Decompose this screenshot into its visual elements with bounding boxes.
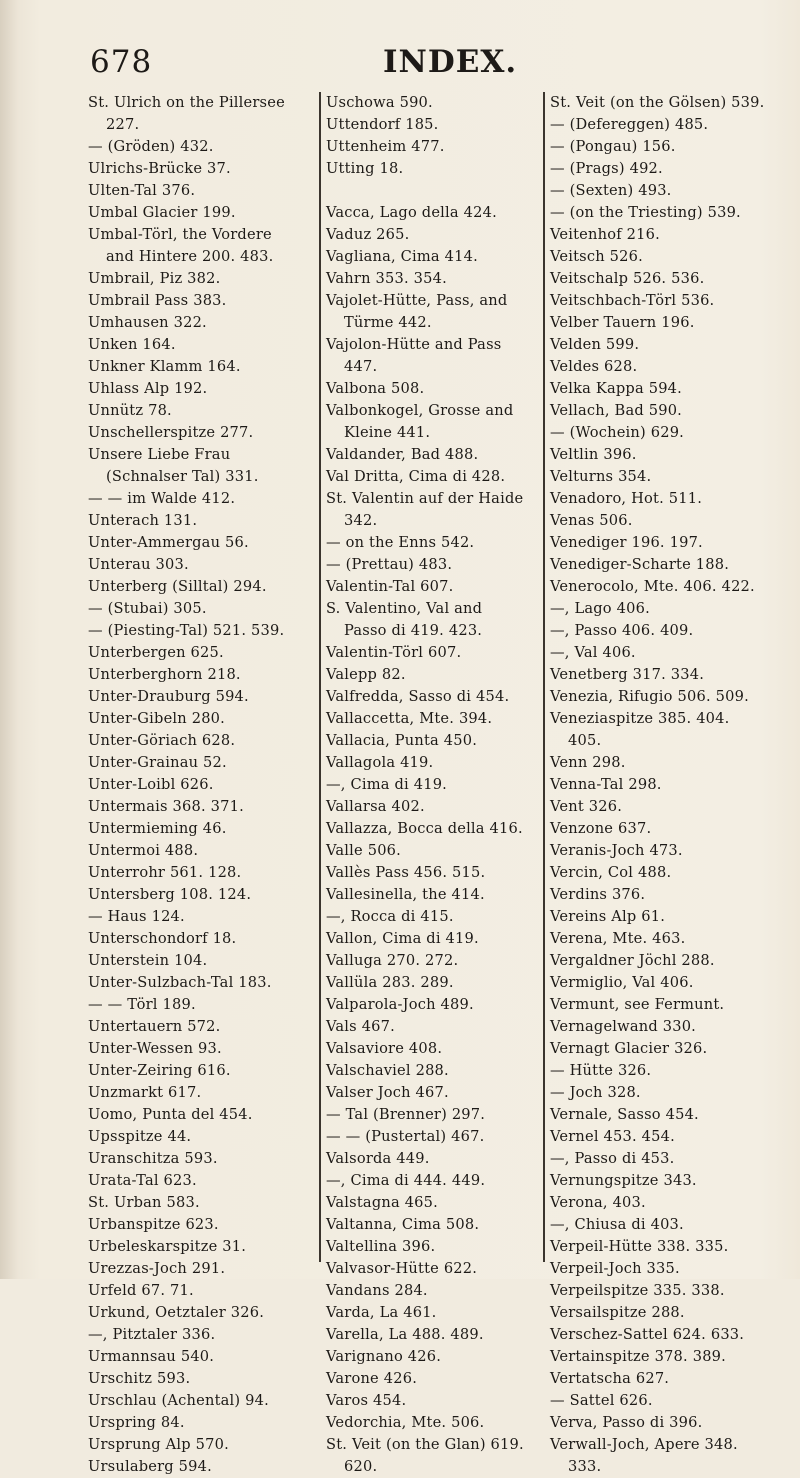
index-entry: Veldes 628. (550, 358, 638, 375)
index-entry: Unter-Zeiring 616. (88, 1062, 231, 1079)
index-entry: Vallacia, Punta 450. (326, 732, 478, 749)
index-entry: Venn 298. (550, 754, 626, 771)
index-entry: Urata-Tal 623. (88, 1172, 197, 1189)
index-entry: Uranschitza 593. (88, 1150, 218, 1167)
page-number: 678 (90, 44, 153, 80)
index-entry: Valparola-Joch 489. (326, 996, 474, 1013)
index-entry: Umhausen 322. (88, 314, 207, 331)
index-entry: Valschaviel 288. (326, 1062, 449, 1079)
index-entry: Uttenheim 477. (326, 138, 445, 155)
index-entry: 342. (344, 512, 378, 529)
index-entry: Valstagna 465. (326, 1194, 438, 1211)
index-entry: — (Prettau) 483. (326, 556, 453, 573)
index-entry: —, Rocca di 415. (326, 908, 454, 925)
index-entry: Vent 326. (550, 798, 623, 815)
index-entry: Ulten-Tal 376. (88, 182, 196, 199)
index-entry: Valser Joch 467. (326, 1084, 449, 1101)
index-entry: Valentin-Törl 607. (326, 644, 462, 661)
index-entry: Vallüla 283. 289. (326, 974, 454, 991)
index-entry: Venetberg 317. 334. (550, 666, 705, 683)
index-column-2 (319, 92, 543, 1475)
index-entry: Vallarsa 402. (326, 798, 425, 815)
index-entry: Vereins Alp 61. (550, 908, 666, 925)
index-entry: Vernagt Glacier 326. (550, 1040, 708, 1057)
index-entry: Verva, Passo di 396. (550, 1414, 703, 1431)
index-entry: Val Dritta, Cima di 428. (326, 468, 506, 485)
index-entry: Valepp 82. (326, 666, 406, 683)
index-column-3 (543, 92, 794, 1475)
index-entry: Unterbergen 625. (88, 644, 224, 661)
index-entry: — (Defereggen) 485. (550, 116, 709, 133)
index-entry: Unterstein 104. (88, 952, 208, 969)
index-entry: Unter-Sulzbach-Tal 183. (88, 974, 272, 991)
index-entry: Veitenhof 216. (550, 226, 660, 243)
index-entry: Verona, 403. (550, 1194, 646, 1211)
index-entry: Unkner Klamm 164. (88, 358, 241, 375)
index-entry: St. Valentin auf der Haide (326, 490, 524, 507)
index-entry: Verena, Mte. 463. (550, 930, 686, 947)
index-entry: Unter-Loibl 626. (88, 776, 214, 793)
index-entry: Unterberg (Silltal) 294. (88, 578, 267, 595)
index-entry: Unterschondorf 18. (88, 930, 237, 947)
index-entry: — on the Enns 542. (326, 534, 475, 551)
index-entry: Unter-Grainau 52. (88, 754, 227, 771)
index-entry: Varos 454. (326, 1392, 407, 1409)
index-entry: Velka Kappa 594. (550, 380, 683, 397)
index-entry: Vernale, Sasso 454. (550, 1106, 699, 1123)
index-entry: Varignano 426. (326, 1348, 442, 1365)
index-entry: Veitsch 526. (550, 248, 643, 265)
index-entry: Valfredda, Sasso di 454. (326, 688, 510, 705)
index-entry: Ursprung Alp 570. (88, 1436, 229, 1453)
index-entry: — Haus 124. (88, 908, 185, 925)
index-entry: Umbrail Pass 383. (88, 292, 227, 309)
index-entry: Unnütz 78. (88, 402, 172, 419)
index-entry: Varella, La 488. 489. (326, 1326, 484, 1343)
index-entry: — (Prags) 492. (550, 160, 663, 177)
index-entry: Vertatscha 627. (550, 1370, 670, 1387)
index-entry: Untermieming 46. (88, 820, 227, 837)
index-entry: Varone 426. (326, 1370, 418, 1387)
index-entry: —, Val 406. (550, 644, 636, 661)
index-entry: —, Pitztaler 336. (88, 1326, 216, 1343)
index-entry: Verdins 376. (550, 886, 646, 903)
index-entry: and Hintere 200. 483. (106, 248, 274, 265)
index-entry: Vermiglio, Val 406. (550, 974, 694, 991)
index-entry: Urspring 84. (88, 1414, 185, 1431)
index-column-1 (88, 92, 313, 1475)
index-entry: Vals 467. (326, 1018, 395, 1035)
index-entry (326, 180, 543, 202)
index-entry: Untersberg 108. 124. (88, 886, 252, 903)
index-entry: S. Valentino, Val and (326, 600, 483, 617)
index-entry: — (Gröden) 432. (88, 138, 214, 155)
index-entry: Varda, La 461. (326, 1304, 437, 1321)
index-entry: — (Piesting-Tal) 521. 539. (88, 622, 285, 639)
index-entry: — (Sexten) 493. (550, 182, 672, 199)
index-entry: Untertauern 572. (88, 1018, 221, 1035)
index-entry: — — im Walde 412. (88, 490, 236, 507)
index-entry: Valtanna, Cima 508. (326, 1216, 480, 1233)
index-entry: Veranis-Joch 473. (550, 842, 683, 859)
index-entry: Utting 18. (326, 160, 404, 177)
index-entry: Verpeilspitze 335. 338. (550, 1282, 725, 1299)
index-entry: Vernel 453. 454. (550, 1128, 675, 1145)
index-entry: Unterau 303. (88, 556, 189, 573)
index-entry: 227. (106, 116, 140, 133)
index-entry: —, Cima di 419. (326, 776, 448, 793)
index-entry: 620. (344, 1458, 378, 1475)
index-entry: Unter-Drauburg 594. (88, 688, 249, 705)
index-entry: Vandans 284. (326, 1282, 428, 1299)
index-entry: Verpeil-Joch 335. (550, 1260, 680, 1277)
index-entry: Umbal-Törl, the Vordere (88, 226, 272, 243)
index-entry: Vacca, Lago della 424. (326, 204, 497, 221)
index-entry: Valsorda 449. (326, 1150, 430, 1167)
index-entry: Veneziaspitze 385. 404. (550, 710, 730, 727)
index-entry: Valluga 270. 272. (326, 952, 459, 969)
index-entry: Valvasor-Hütte 622. (326, 1260, 478, 1277)
index-entry: —, Passo di 453. (550, 1150, 675, 1167)
index-entry: 447. (344, 358, 378, 375)
index-entry: — (Pongau) 156. (550, 138, 676, 155)
index-entry: — — Törl 189. (88, 996, 196, 1013)
index-entry: Valentin-Tal 607. (326, 578, 454, 595)
index-entry: Valle 506. (326, 842, 402, 859)
index-entry: Türme 442. (344, 314, 432, 331)
index-entry: Urbeleskarspitze 31. (88, 1238, 247, 1255)
index-entry: Ursulaberg 594. (88, 1458, 212, 1475)
index-entry: Uhlass Alp 192. (88, 380, 208, 397)
index-entry: Versailspitze 288. (550, 1304, 685, 1321)
index-entry: Vernagelwand 330. (550, 1018, 697, 1035)
index-entry: Velturns 354. (550, 468, 652, 485)
index-entry: Valdander, Bad 488. (326, 446, 479, 463)
index-entry: Urbanspitze 623. (88, 1216, 219, 1233)
index-entry: Unter-Göriach 628. (88, 732, 236, 749)
index-entry: —, Passo 406. 409. (550, 622, 694, 639)
index-entry: Upsspitze 44. (88, 1128, 192, 1145)
index-entry: —, Lago 406. (550, 600, 650, 617)
index-entry: Unken 164. (88, 336, 176, 353)
index-entry: Unter-Wessen 93. (88, 1040, 222, 1057)
index-entry: Vaduz 265. (326, 226, 410, 243)
index-entry: — Joch 328. (550, 1084, 641, 1101)
index-entry: Vedorchia, Mte. 506. (326, 1414, 485, 1431)
index-entry: — Hütte 326. (550, 1062, 652, 1079)
index-entry: — Sattel 626. (550, 1392, 653, 1409)
index-entry: Urfeld 67. 71. (88, 1282, 194, 1299)
index-entry: —, Cima di 444. 449. (326, 1172, 486, 1189)
index-entry: Uttendorf 185. (326, 116, 439, 133)
index-entry: Venna-Tal 298. (550, 776, 662, 793)
index-entry: Vagliana, Cima 414. (326, 248, 478, 265)
index-entry: Unterrohr 561. 128. (88, 864, 242, 881)
index-entry: —, Chiusa di 403. (550, 1216, 684, 1233)
index-entry: Verwall-Joch, Apere 348. (550, 1436, 738, 1453)
index-entry: Ulrichs-Brücke 37. (88, 160, 231, 177)
index-entry: Verschez-Sattel 624. 633. (550, 1326, 745, 1343)
index-entry: Umbal Glacier 199. (88, 204, 236, 221)
index-entry: Unsere Liebe Frau (88, 446, 231, 463)
index-entry: Vallazza, Bocca della 416. (326, 820, 523, 837)
index-entry: Vallon, Cima di 419. (326, 930, 479, 947)
index-entry: Veitschalp 526. 536. (550, 270, 705, 287)
index-entry: Vercin, Col 488. (550, 864, 672, 881)
index-entry: Unterberghorn 218. (88, 666, 241, 683)
index-entry: Vellach, Bad 590. (550, 402, 683, 419)
index-entry: Vajolet-Hütte, Pass, and (326, 292, 508, 309)
index-entry: St. Veit (on the Glan) 619. (326, 1436, 524, 1453)
index-entry: Untermais 368. 371. (88, 798, 244, 815)
index-entry: Unter-Gibeln 280. (88, 710, 226, 727)
index-entry: Uomo, Punta del 454. (88, 1106, 253, 1123)
index-entry: Urschlau (Achental) 94. (88, 1392, 269, 1409)
index-entry: Vajolon-Hütte and Pass (326, 336, 502, 353)
index-entry: Untermoi 488. (88, 842, 199, 859)
index-entry: — Tal (Brenner) 297. (326, 1106, 486, 1123)
page-header (0, 44, 800, 88)
index-entry: Uschowa 590. (326, 94, 433, 111)
index-entry: Unzmarkt 617. (88, 1084, 202, 1101)
index-columns (88, 92, 794, 1475)
index-entry: Urmannsau 540. (88, 1348, 215, 1365)
index-entry: Valbonkogel, Grosse and (326, 402, 514, 419)
index-entry: Veitschbach-Törl 536. (550, 292, 715, 309)
index-entry: — — (Pustertal) 467. (326, 1128, 485, 1145)
index-entry: Umbrail, Piz 382. (88, 270, 221, 287)
index-entry: Unter-Ammergau 56. (88, 534, 249, 551)
index-entry: Unschellerspitze 277. (88, 424, 254, 441)
index-entry: Urkund, Oetztaler 326. (88, 1304, 265, 1321)
index-entry: Verpeil-Hütte 338. 335. (550, 1238, 729, 1255)
index-entry: Velden 599. (550, 336, 640, 353)
index-entry: Valbona 508. (326, 380, 425, 397)
index-entry: Venerocolo, Mte. 406. 422. (550, 578, 755, 595)
index-entry: Valtellina 396. (326, 1238, 436, 1255)
index-entry: Valsaviore 408. (326, 1040, 443, 1057)
index-entry: Vermunt, see Fermunt. (550, 996, 725, 1013)
index-entry: Vertainspitze 378. 389. (550, 1348, 726, 1365)
index-entry: Venzone 637. (550, 820, 652, 837)
index-entry: St. Urban 583. (88, 1194, 200, 1211)
index-entry: Vallagola 419. (326, 754, 434, 771)
index-entry: Unterach 131. (88, 512, 198, 529)
index-entry: Venadoro, Hot. 511. (550, 490, 703, 507)
index-entry: Venediger-Scharte 188. (550, 556, 730, 573)
index-entry: — (on the Triesting) 539. (550, 204, 741, 221)
index-entry: Vernungspitze 343. (550, 1172, 697, 1189)
index-entry: Vergaldner Jöchl 288. (550, 952, 715, 969)
index-entry: Velber Tauern 196. (550, 314, 695, 331)
index-entry: 405. (568, 732, 602, 749)
index-entry: Veltlin 396. (550, 446, 637, 463)
index-entry: 333. (568, 1458, 602, 1475)
index-entry: Venediger 196. 197. (550, 534, 703, 551)
index-entry: — (Wochein) 629. (550, 424, 685, 441)
index-entry: St. Veit (on the Gölsen) 539. (550, 94, 765, 111)
index-entry: St. Ulrich on the Pillersee (88, 94, 285, 111)
index-entry: (Schnalser Tal) 331. (106, 468, 259, 485)
index-entry: — (Stubai) 305. (88, 600, 207, 617)
index-entry: Venas 506. (550, 512, 633, 529)
index-entry: Vallesinella, the 414. (326, 886, 485, 903)
index-entry: Kleine 441. (344, 424, 431, 441)
index-entry: Venezia, Rifugio 506. 509. (550, 688, 749, 705)
running-head: INDEX. (383, 44, 518, 80)
index-entry: Vahrn 353. 354. (326, 270, 447, 287)
index-entry: Urschitz 593. (88, 1370, 191, 1387)
index-entry: Passo di 419. 423. (344, 622, 483, 639)
index-entry: Urezzas-Joch 291. (88, 1260, 226, 1277)
index-entry: Vallès Pass 456. 515. (326, 864, 486, 881)
index-entry: Vallaccetta, Mte. 394. (326, 710, 493, 727)
